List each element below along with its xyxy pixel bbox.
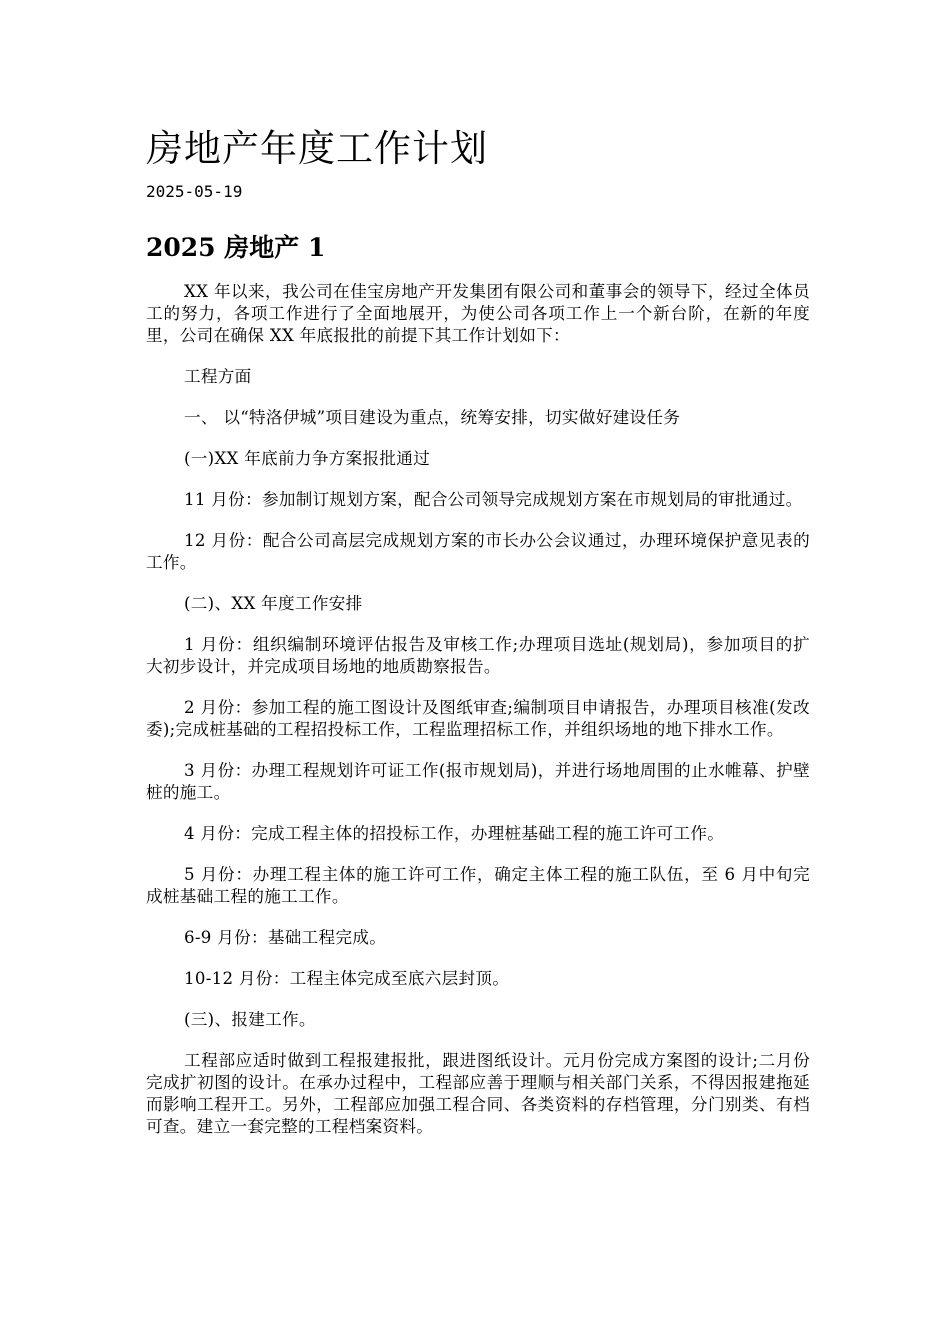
paragraph-subsection-two: (二)、XX 年度工作安排 [184, 594, 363, 613]
document-date: 2025-05-19 [146, 182, 243, 201]
paragraph-november: 11 月份：参加制订规划方案，配合公司领导完成规划方案在市规划局的审批通过。 [184, 490, 803, 509]
paragraph-february: 2 月份：参加工程的施工图设计及图纸审查;编制项目申请报告，办理项目核准(发改委);完成桩基础的工程招投标工作，工程监理招标工作，并组织场地的地下排水工作。 [146, 698, 810, 739]
paragraph-april: 4 月份：完成工程主体的招投标工作，办理桩基础工程的施工许可工作。 [184, 824, 725, 843]
paragraph-october-december: 10-12 月份：工程主体完成至底六层封顶。 [184, 969, 510, 988]
paragraph-intro: XX 年以来，我公司在佳宝房地产开发集团有限公司和董事会的领导下，经过全体员工的努力，各项工作进行了全面地展开，为使公司各项工作上一个新台阶，在新的年度里，公司在确保 XX 年底报批的前提下其工作计划如下： [146, 282, 810, 345]
paragraph-permit-work: 工程部应适时做到工程报建报批，跟进图纸设计。元月份完成方案图的设计;二月份完成扩初图的设计。在承办过程中，工程部应善于理顺与相关部门关系，不得因报建拖延而影响工程开工。另外，工程部应加强工程合同、各类资料的存档管理，分门别类、有档可查。建立一套完整的工程档案资料。 [146, 1051, 810, 1136]
document-title: 房地产年度工作计划 [146, 127, 488, 170]
paragraph-engineering-heading: 工程方面 [184, 367, 252, 386]
paragraph-march: 3 月份：办理工程规划许可证工作(报市规划局)，并进行场地周围的止水帷幕、护壁桩的施工。 [146, 761, 810, 802]
paragraph-june-september: 6-9 月份：基础工程完成。 [184, 928, 387, 947]
paragraph-item-one: 一、 以“特洛伊城”项目建设为重点，统筹安排，切实做好建设任务 [184, 408, 681, 427]
section-heading: 2025 房地产 1 [146, 233, 326, 262]
paragraph-december: 12 月份：配合公司高层完成规划方案的市长办公会议通过，办理环境保护意见表的工作。 [146, 531, 810, 572]
paragraph-subsection-three: (三)、报建工作。 [184, 1010, 316, 1029]
document-body [146, 281, 810, 1157]
paragraph-subsection-one: (一)XX 年底前力争方案报批通过 [184, 449, 431, 468]
paragraph-january: 1 月份：组织编制环境评估报告及审核工作;办理项目选址(规划局)，参加项目的扩大初步设计，并完成项目场地的地质勘察报告。 [146, 635, 810, 676]
paragraph-may: 5 月份：办理工程主体的施工许可工作，确定主体工程的施工队伍，至 6 月中旬完成桩基础工程的施工工作。 [146, 865, 810, 906]
